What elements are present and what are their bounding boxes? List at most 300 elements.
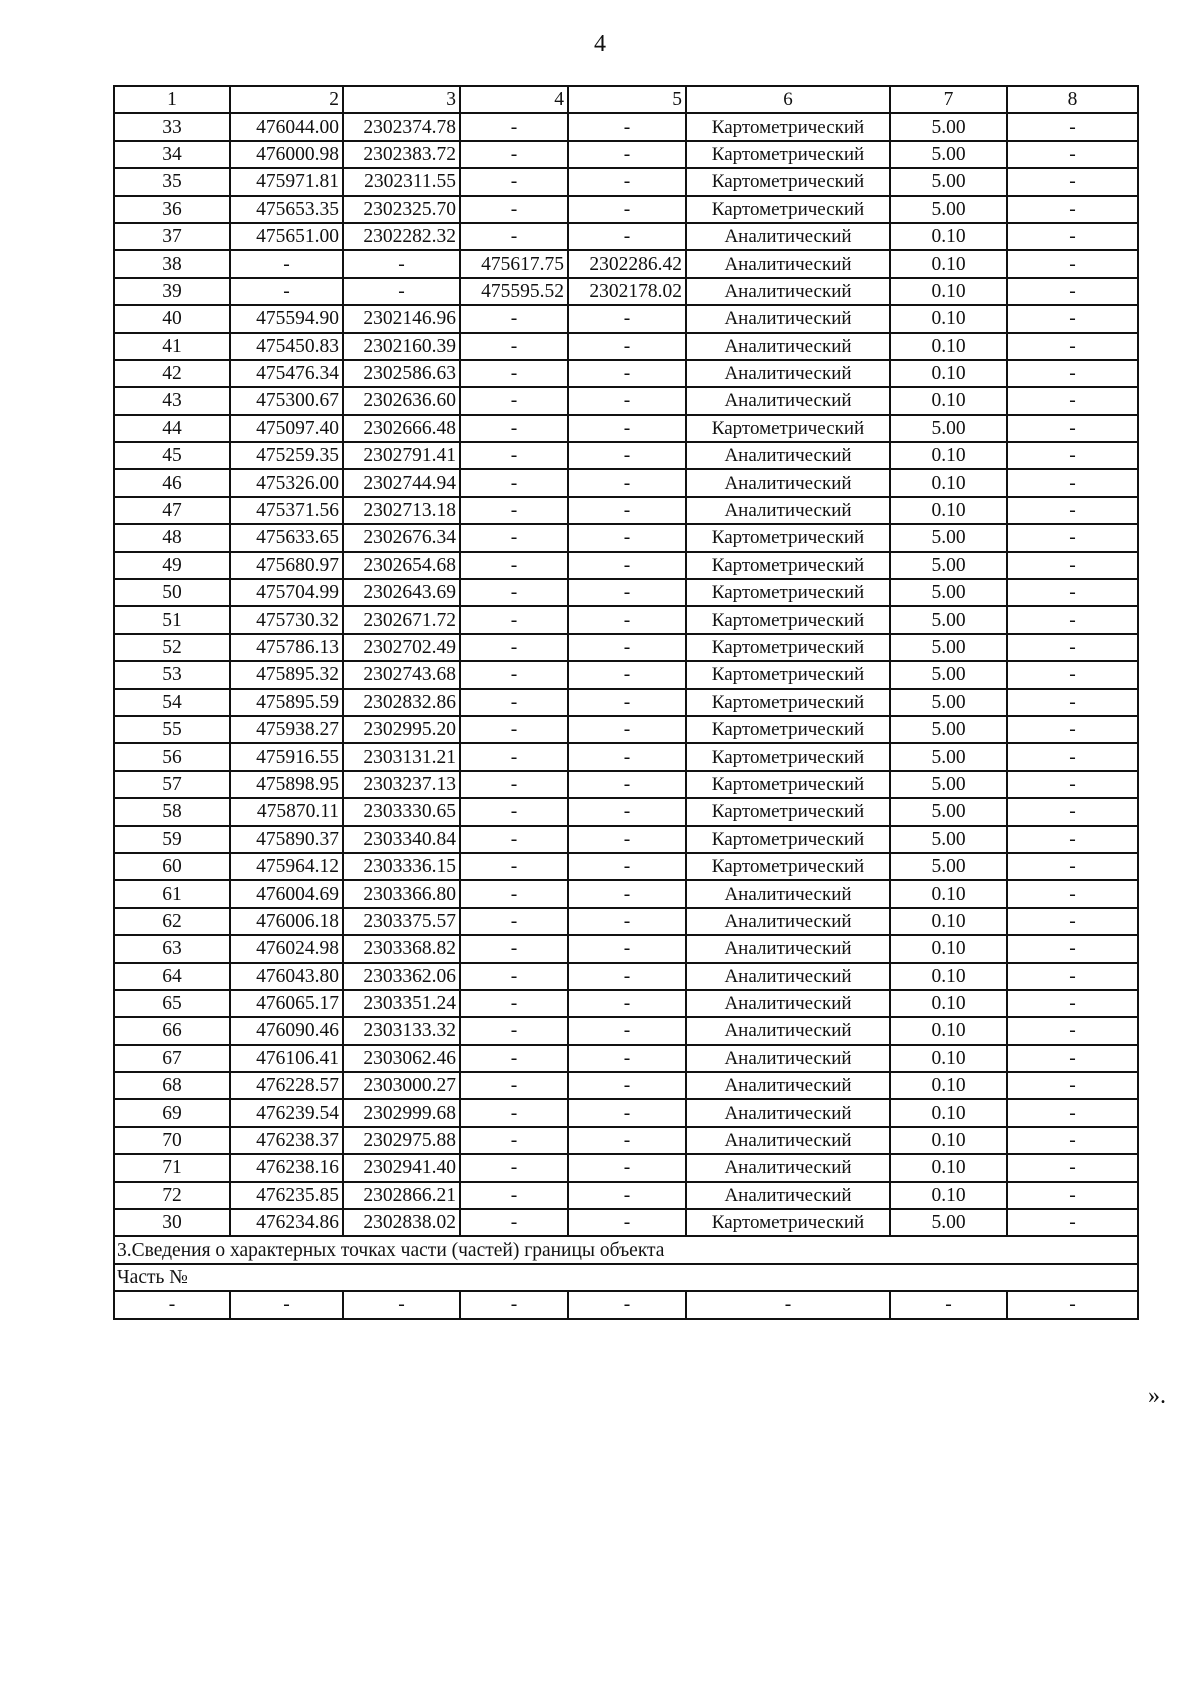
table-row xyxy=(114,497,1138,524)
table-cell: 5.00 xyxy=(890,168,1007,195)
table-cell: 2302160.39 xyxy=(343,333,460,360)
table-cell: 476006.18 xyxy=(230,908,343,935)
table-cell: - xyxy=(1007,826,1138,853)
table-cell: - xyxy=(460,579,568,606)
table-cell: - xyxy=(1007,113,1138,140)
table-cell: 50 xyxy=(114,579,230,606)
table-cell: 2303062.46 xyxy=(343,1045,460,1072)
table-cell: Аналитический xyxy=(686,1154,890,1181)
table-cell: - xyxy=(460,1127,568,1154)
table-cell: 2302995.20 xyxy=(343,716,460,743)
table-cell: - xyxy=(1007,469,1138,496)
table-cell: 0.10 xyxy=(890,1017,1007,1044)
table-cell: - xyxy=(1007,880,1138,907)
table-cell: 0.10 xyxy=(890,990,1007,1017)
table-cell: 476228.57 xyxy=(230,1072,343,1099)
table-cell: 2302178.02 xyxy=(568,278,686,305)
table-cell: - xyxy=(460,798,568,825)
table-cell: Аналитический xyxy=(686,908,890,935)
table-cell: - xyxy=(460,415,568,442)
table-cell: 476024.98 xyxy=(230,935,343,962)
table-cell: 37 xyxy=(114,223,230,250)
table-cell: 2302676.34 xyxy=(343,524,460,551)
table-cell: 51 xyxy=(114,606,230,633)
table-row xyxy=(114,552,1138,579)
table-row xyxy=(114,963,1138,990)
table-cell: Картометрический xyxy=(686,415,890,442)
table-cell: - xyxy=(114,1291,230,1318)
table-cell: - xyxy=(460,935,568,962)
table-cell: 56 xyxy=(114,743,230,770)
table-cell: - xyxy=(568,579,686,606)
table-cell: - xyxy=(568,716,686,743)
table-cell: 2302383.72 xyxy=(343,141,460,168)
table-cell: - xyxy=(1007,990,1138,1017)
table-cell: 5.00 xyxy=(890,661,1007,688)
table-cell: 5.00 xyxy=(890,196,1007,223)
table-row xyxy=(114,743,1138,770)
table-cell: - xyxy=(568,1182,686,1209)
table-cell: - xyxy=(1007,415,1138,442)
table-cell: 2302654.68 xyxy=(343,552,460,579)
table-cell: - xyxy=(686,1291,890,1318)
table-row xyxy=(114,1045,1138,1072)
table-cell: 2302832.86 xyxy=(343,689,460,716)
table-cell: - xyxy=(1007,360,1138,387)
table-cell: - xyxy=(1007,1099,1138,1126)
table-cell: Аналитический xyxy=(686,333,890,360)
table-cell: 475730.32 xyxy=(230,606,343,633)
table-cell: - xyxy=(460,469,568,496)
table-cell: - xyxy=(460,743,568,770)
table-cell: 0.10 xyxy=(890,908,1007,935)
table-cell: 2302713.18 xyxy=(343,497,460,524)
table-cell: Картометрический xyxy=(686,689,890,716)
table-cell: - xyxy=(1007,935,1138,962)
table-cell: 0.10 xyxy=(890,1182,1007,1209)
table-cell: - xyxy=(568,743,686,770)
table-cell: - xyxy=(1007,908,1138,935)
table-cell: 5.00 xyxy=(890,415,1007,442)
table-cell: Аналитический xyxy=(686,469,890,496)
table-cell: Картометрический xyxy=(686,1209,890,1236)
table-cell: 0.10 xyxy=(890,497,1007,524)
table-cell: - xyxy=(460,689,568,716)
table-cell: - xyxy=(1007,963,1138,990)
table-row xyxy=(114,196,1138,223)
table-cell: 0.10 xyxy=(890,278,1007,305)
table-cell: 476090.46 xyxy=(230,1017,343,1044)
table-cell: 45 xyxy=(114,442,230,469)
table-cell: - xyxy=(1007,223,1138,250)
table-cell: Аналитический xyxy=(686,305,890,332)
table-cell: 475870.11 xyxy=(230,798,343,825)
table-cell: - xyxy=(568,990,686,1017)
table-cell: 2302666.48 xyxy=(343,415,460,442)
table-cell: - xyxy=(460,223,568,250)
table-cell: - xyxy=(1007,1291,1138,1318)
table-cell: 475895.59 xyxy=(230,689,343,716)
table-cell: Аналитический xyxy=(686,497,890,524)
table-cell: - xyxy=(460,771,568,798)
table-cell: - xyxy=(568,963,686,990)
coordinates-table xyxy=(113,85,1139,1320)
table-row xyxy=(114,634,1138,661)
table-cell: - xyxy=(460,1072,568,1099)
section-title: 3.Сведения о характерных точках части (частей) границы объекта xyxy=(114,1236,1138,1263)
table-cell: - xyxy=(1007,634,1138,661)
table-cell: - xyxy=(568,497,686,524)
table-row xyxy=(114,305,1138,332)
table-cell: - xyxy=(460,113,568,140)
table-cell: Картометрический xyxy=(686,113,890,140)
table-cell: 66 xyxy=(114,1017,230,1044)
table-cell: Аналитический xyxy=(686,963,890,990)
table-cell: - xyxy=(1007,196,1138,223)
table-cell: - xyxy=(568,1127,686,1154)
table-cell: - xyxy=(230,250,343,277)
table-row xyxy=(114,415,1138,442)
table-cell: 2302643.69 xyxy=(343,579,460,606)
table-header-row xyxy=(114,86,1138,113)
table-cell: - xyxy=(1007,168,1138,195)
table-cell: - xyxy=(1007,1127,1138,1154)
table-cell: - xyxy=(568,880,686,907)
table-row xyxy=(114,661,1138,688)
table-cell: Картометрический xyxy=(686,716,890,743)
table-row xyxy=(114,1072,1138,1099)
table-cell: 2 xyxy=(230,86,343,113)
table-cell: - xyxy=(1007,1182,1138,1209)
table-cell: 475651.00 xyxy=(230,223,343,250)
table-cell: 2302671.72 xyxy=(343,606,460,633)
table-cell: 2302975.88 xyxy=(343,1127,460,1154)
table-cell: 69 xyxy=(114,1099,230,1126)
table-cell: 0.10 xyxy=(890,963,1007,990)
table-cell: 38 xyxy=(114,250,230,277)
table-cell: 476065.17 xyxy=(230,990,343,1017)
table-cell: 2303366.80 xyxy=(343,880,460,907)
table-cell: 7 xyxy=(890,86,1007,113)
table-cell: 475971.81 xyxy=(230,168,343,195)
table-cell: - xyxy=(568,415,686,442)
table-row xyxy=(114,1209,1138,1236)
table-cell: - xyxy=(460,908,568,935)
table-cell: - xyxy=(568,908,686,935)
table-row xyxy=(114,853,1138,880)
table-cell: - xyxy=(568,1045,686,1072)
table-cell: 53 xyxy=(114,661,230,688)
table-cell: 475938.27 xyxy=(230,716,343,743)
table-cell: - xyxy=(1007,278,1138,305)
table-cell: - xyxy=(568,1154,686,1181)
table-row xyxy=(114,1154,1138,1181)
table-cell: - xyxy=(460,880,568,907)
table-cell: 475786.13 xyxy=(230,634,343,661)
table-cell: Аналитический xyxy=(686,1045,890,1072)
table-cell: 8 xyxy=(1007,86,1138,113)
table-cell: - xyxy=(343,250,460,277)
table-cell: - xyxy=(1007,579,1138,606)
table-row xyxy=(114,1182,1138,1209)
table-cell: 476043.80 xyxy=(230,963,343,990)
table-cell: - xyxy=(568,853,686,880)
table-cell: - xyxy=(460,524,568,551)
table-cell: 2303133.32 xyxy=(343,1017,460,1044)
table-cell: Картометрический xyxy=(686,853,890,880)
table-cell: - xyxy=(460,606,568,633)
table-cell: 0.10 xyxy=(890,1072,1007,1099)
table-cell: - xyxy=(460,634,568,661)
table-cell: 5.00 xyxy=(890,524,1007,551)
table-cell: 2302282.32 xyxy=(343,223,460,250)
table-cell: - xyxy=(460,716,568,743)
table-cell: - xyxy=(1007,853,1138,880)
table-row xyxy=(114,168,1138,195)
table-cell: 5.00 xyxy=(890,606,1007,633)
table-cell: 4 xyxy=(460,86,568,113)
table-cell: 475916.55 xyxy=(230,743,343,770)
table-cell: 5 xyxy=(568,86,686,113)
table-cell: - xyxy=(568,196,686,223)
table-cell: 475097.40 xyxy=(230,415,343,442)
table-row xyxy=(114,333,1138,360)
table-cell: 2303131.21 xyxy=(343,743,460,770)
table-cell: - xyxy=(460,1182,568,1209)
table-cell: 2302374.78 xyxy=(343,113,460,140)
table-cell: 475898.95 xyxy=(230,771,343,798)
table-cell: 5.00 xyxy=(890,141,1007,168)
table-cell: 2303351.24 xyxy=(343,990,460,1017)
table-cell: 0.10 xyxy=(890,387,1007,414)
table-cell: 39 xyxy=(114,278,230,305)
table-cell: - xyxy=(460,1099,568,1126)
table-cell: - xyxy=(568,387,686,414)
table-cell: 475476.34 xyxy=(230,360,343,387)
table-cell: - xyxy=(1007,1045,1138,1072)
table-cell: Картометрический xyxy=(686,771,890,798)
table-cell: 475594.90 xyxy=(230,305,343,332)
table-cell: - xyxy=(568,606,686,633)
table-row xyxy=(114,223,1138,250)
table-cell: - xyxy=(1007,661,1138,688)
table-cell: 44 xyxy=(114,415,230,442)
table-cell: 476238.16 xyxy=(230,1154,343,1181)
table-cell: 2302702.49 xyxy=(343,634,460,661)
table-cell: - xyxy=(460,333,568,360)
table-cell: 476004.69 xyxy=(230,880,343,907)
table-row xyxy=(114,113,1138,140)
table-cell: 0.10 xyxy=(890,442,1007,469)
table-cell: - xyxy=(568,333,686,360)
table-cell: - xyxy=(568,798,686,825)
table-cell: - xyxy=(460,168,568,195)
table-cell: - xyxy=(1007,771,1138,798)
table-row xyxy=(114,990,1138,1017)
table-cell: 0.10 xyxy=(890,469,1007,496)
table-cell: - xyxy=(1007,1154,1138,1181)
table-row xyxy=(114,826,1138,853)
table-cell: 2303375.57 xyxy=(343,908,460,935)
table-cell: - xyxy=(230,1291,343,1318)
table-cell: - xyxy=(460,552,568,579)
table-row xyxy=(114,771,1138,798)
table-cell: - xyxy=(460,497,568,524)
table-body xyxy=(114,86,1138,1319)
table-cell: - xyxy=(568,935,686,962)
table-cell: 475704.99 xyxy=(230,579,343,606)
table-cell: 5.00 xyxy=(890,113,1007,140)
table-row xyxy=(114,579,1138,606)
table-cell: - xyxy=(568,469,686,496)
table-cell: 35 xyxy=(114,168,230,195)
table-cell: 475371.56 xyxy=(230,497,343,524)
table-cell: 2302941.40 xyxy=(343,1154,460,1181)
table-cell: - xyxy=(460,990,568,1017)
table-row xyxy=(114,1099,1138,1126)
table-cell: - xyxy=(568,141,686,168)
table-cell: 0.10 xyxy=(890,333,1007,360)
table-cell: 2302586.63 xyxy=(343,360,460,387)
table-cell: 48 xyxy=(114,524,230,551)
table-row xyxy=(114,278,1138,305)
table-cell: 2302999.68 xyxy=(343,1099,460,1126)
table-cell: - xyxy=(460,1017,568,1044)
table-cell: 2302743.68 xyxy=(343,661,460,688)
table-cell: Аналитический xyxy=(686,360,890,387)
table-row xyxy=(114,1127,1138,1154)
table-cell: - xyxy=(460,661,568,688)
table-cell: 0.10 xyxy=(890,880,1007,907)
table-cell: Картометрический xyxy=(686,196,890,223)
table-row xyxy=(114,606,1138,633)
table-cell: - xyxy=(568,826,686,853)
table-cell: 475300.67 xyxy=(230,387,343,414)
table-cell: 46 xyxy=(114,469,230,496)
table-cell: - xyxy=(568,223,686,250)
table-cell: 60 xyxy=(114,853,230,880)
table-cell: 2303000.27 xyxy=(343,1072,460,1099)
table-cell: - xyxy=(460,1209,568,1236)
table-cell: - xyxy=(1007,689,1138,716)
table-cell: - xyxy=(568,360,686,387)
table-cell: - xyxy=(568,305,686,332)
table-cell: - xyxy=(1007,1072,1138,1099)
table-cell: - xyxy=(460,196,568,223)
table-cell: - xyxy=(460,826,568,853)
table-cell: Аналитический xyxy=(686,278,890,305)
table-cell: 0.10 xyxy=(890,935,1007,962)
table-row xyxy=(114,524,1138,551)
table-cell: 36 xyxy=(114,196,230,223)
table-cell: Картометрический xyxy=(686,579,890,606)
table-cell: Картометрический xyxy=(686,606,890,633)
table-cell: 62 xyxy=(114,908,230,935)
table-row xyxy=(114,387,1138,414)
table-cell: 476044.00 xyxy=(230,113,343,140)
table-cell: 2302866.21 xyxy=(343,1182,460,1209)
table-cell: 2302744.94 xyxy=(343,469,460,496)
table-cell: Аналитический xyxy=(686,880,890,907)
table-cell: 0.10 xyxy=(890,1045,1007,1072)
table-cell: - xyxy=(1007,250,1138,277)
table-cell: - xyxy=(568,1291,686,1318)
table-cell: 476235.85 xyxy=(230,1182,343,1209)
table-cell: 2303368.82 xyxy=(343,935,460,962)
table-cell: 2303330.65 xyxy=(343,798,460,825)
table-row xyxy=(114,880,1138,907)
table-cell: 2303336.15 xyxy=(343,853,460,880)
table-cell: - xyxy=(568,1099,686,1126)
table-cell: - xyxy=(460,1154,568,1181)
table-cell: 0.10 xyxy=(890,1154,1007,1181)
table-row xyxy=(114,1017,1138,1044)
table-cell: 43 xyxy=(114,387,230,414)
table-cell: 6 xyxy=(686,86,890,113)
table-cell: Аналитический xyxy=(686,223,890,250)
part-label-row xyxy=(114,1264,1138,1291)
table-cell: - xyxy=(568,661,686,688)
table-cell: 42 xyxy=(114,360,230,387)
table-cell: Картометрический xyxy=(686,141,890,168)
table-cell: Аналитический xyxy=(686,990,890,1017)
table-cell: Аналитический xyxy=(686,1099,890,1126)
table-cell: 5.00 xyxy=(890,552,1007,579)
table-cell: 476234.86 xyxy=(230,1209,343,1236)
table-cell: - xyxy=(343,278,460,305)
table-cell: - xyxy=(1007,743,1138,770)
table-cell: 5.00 xyxy=(890,689,1007,716)
table-cell: - xyxy=(460,1291,568,1318)
table-cell: 476000.98 xyxy=(230,141,343,168)
table-cell: 0.10 xyxy=(890,305,1007,332)
table-cell: Картометрический xyxy=(686,826,890,853)
table-cell: 5.00 xyxy=(890,634,1007,661)
table-cell: 2302146.96 xyxy=(343,305,460,332)
table-cell: Аналитический xyxy=(686,442,890,469)
table-cell: 5.00 xyxy=(890,853,1007,880)
table-cell: 0.10 xyxy=(890,1127,1007,1154)
table-cell: 476106.41 xyxy=(230,1045,343,1072)
table-cell: Аналитический xyxy=(686,1017,890,1044)
table-cell: - xyxy=(460,360,568,387)
table-cell: - xyxy=(568,168,686,195)
table-cell: 5.00 xyxy=(890,743,1007,770)
table-cell: 49 xyxy=(114,552,230,579)
table-cell: 55 xyxy=(114,716,230,743)
table-cell: 475964.12 xyxy=(230,853,343,880)
table-cell: 2302791.41 xyxy=(343,442,460,469)
table-cell: 5.00 xyxy=(890,579,1007,606)
table-cell: 5.00 xyxy=(890,798,1007,825)
section-title-row xyxy=(114,1236,1138,1263)
table-row xyxy=(114,250,1138,277)
table-cell: - xyxy=(1007,1017,1138,1044)
table-cell: 64 xyxy=(114,963,230,990)
table-cell: 47 xyxy=(114,497,230,524)
table-cell: Картометрический xyxy=(686,798,890,825)
table-cell: - xyxy=(460,963,568,990)
table-cell: - xyxy=(460,1045,568,1072)
table-cell: 61 xyxy=(114,880,230,907)
table-cell: - xyxy=(568,442,686,469)
table-cell: Аналитический xyxy=(686,1182,890,1209)
table-cell: 5.00 xyxy=(890,771,1007,798)
table-cell: 3 xyxy=(343,86,460,113)
table-cell: 33 xyxy=(114,113,230,140)
table-cell: Аналитический xyxy=(686,1072,890,1099)
table-row xyxy=(114,141,1138,168)
